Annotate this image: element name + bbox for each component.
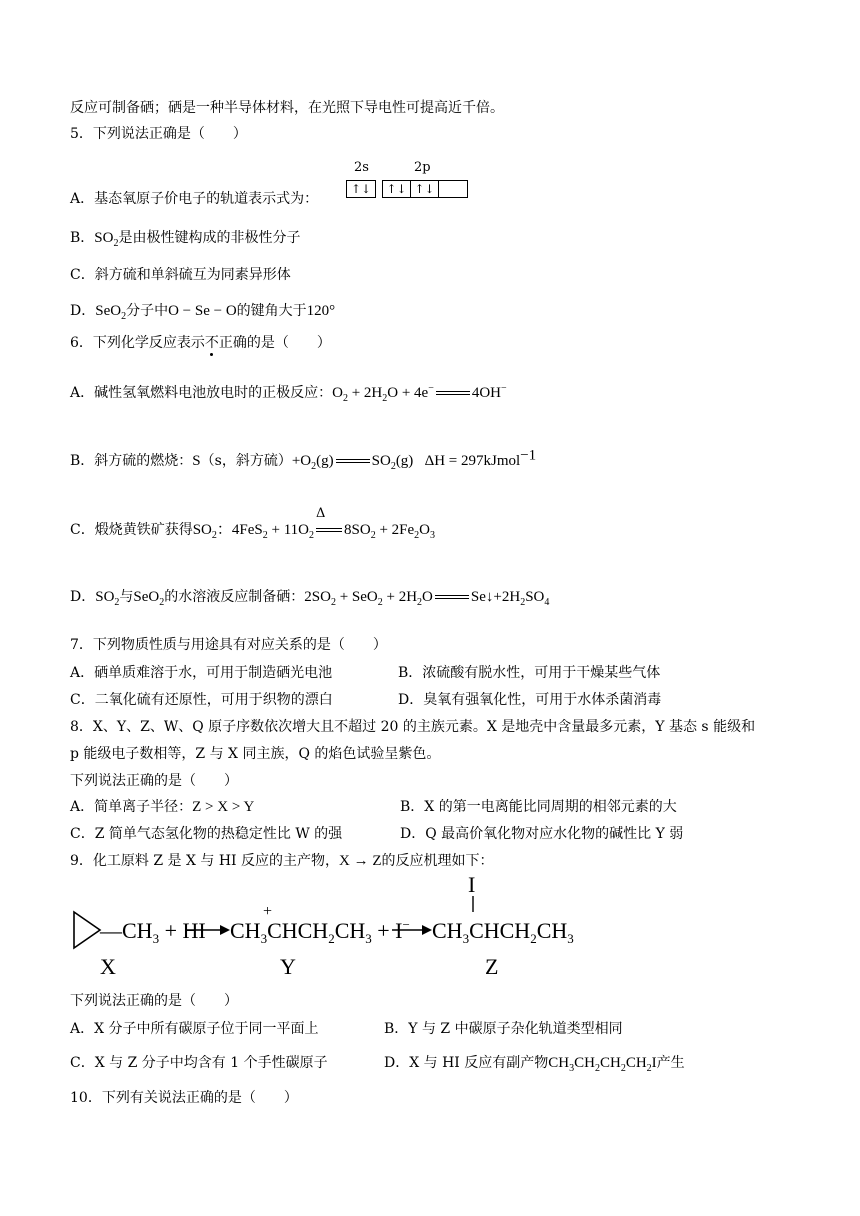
orbital-box-2p-3 — [438, 180, 468, 198]
q7-option-d: D．臭氧有强氧化性，可用于水体杀菌消毒 — [398, 692, 662, 708]
orbital-box-2p-1: ↑↓ — [382, 180, 411, 198]
q9-option-a: A．X 分子中所有碳原子位于同一平面上 — [70, 1021, 319, 1037]
q6-option-b: B．斜方硫的燃烧：S（s，斜方硫）$+O_2(g)$ $SO_2(g) \Delta H$ = 297kJmol$^{-1}$ — [70, 447, 537, 472]
q9-option-b: B．Y 与 Z 中碳原子杂化轨道类型相同 — [384, 1021, 623, 1037]
q6-option-c: C．煅烧黄铁矿获得$SO_2$：$4FeS_2 + 11O_2$ Δ $8SO_2 + 2Fe_2O_3$ — [70, 506, 435, 541]
reaction-mechanism-diagram — [70, 872, 574, 982]
q7-option-b: B．浓硫酸有脱水性，可用于干燥某些气体 — [398, 665, 661, 681]
q8-option-b: B．X 的第一电离能比同周期的相邻元素的大 — [400, 799, 677, 815]
carbocation-plus: + — [263, 903, 273, 920]
orbital-label-2s: 2s — [354, 160, 369, 175]
q8-stem-line2: p 能级电子数相等，Z 与 X 同主族，Q 的焰色试验呈紫色。 — [70, 746, 441, 762]
q5-option-b: B．$SO_2$是由极性键构成的非极性分子 — [70, 230, 301, 249]
intro-line: 反应可制备硒；硒是一种半导体材料，在光照下导电性可提高近千倍。 — [70, 100, 504, 116]
q7-option-a: A．硒单质难溶于水，可用于制造硒光电池 — [70, 665, 333, 681]
q7-stem: 7．下列物质性质与用途具有对应关系的是（ ） — [70, 637, 387, 653]
q8-stem-line1: 8．X、Y、Z、W、Q 原子序数依次增大且不超过 20 的主族元素。X 是地壳中含量最多元素，Y 基态 s 能级和 — [70, 719, 756, 735]
orbital-diagram — [346, 162, 476, 202]
q9-option-c: C．X 与 Z 分子中均含有 1 个手性碳原子 — [70, 1055, 328, 1071]
q9-stem-2: 下列说法正确的是（ ） — [70, 993, 238, 1009]
q5-option-d: D．SeO$_2$分子中O − Se − O的键角大于120° — [70, 303, 336, 322]
orbital-box-2p-2: ↑↓ — [410, 180, 439, 198]
orbital-label-2p: 2p — [414, 160, 431, 175]
z-formula: $CH_3CHCH_2CH_3$ — [432, 918, 574, 946]
q6-option-a: A．碱性氢氧燃料电池放电时的正极反应：$O_2 + 2H_2O + 4e^-$ 4OH− — [70, 383, 507, 404]
label-y: Y — [280, 954, 296, 979]
q5-option-a: A．基态氧原子价电子的轨道表示式为： — [70, 191, 319, 207]
label-z: Z — [485, 954, 499, 979]
label-x: X — [100, 954, 116, 979]
orbital-box-2s: ↑↓ — [346, 180, 376, 198]
q10-stem: 10．下列有关说法正确的是（ ） — [70, 1090, 298, 1106]
q5-option-c: C．斜方硫和单斜硫互为同素异形体 — [70, 267, 291, 283]
x-formula: $—CH_3$ + HI — [100, 918, 206, 946]
q8-option-a: A．简单离子半径：Z > X > Y — [70, 799, 255, 815]
q6-option-d: D．$SO_2$与SeO$_2$的水溶液反应制备硒：$2SO_2 + SeO_2 + 2H_2O$ $Se↓+2H_2SO_4$ — [70, 589, 550, 608]
q9-option-d: D．X 与 HI 反应有副产物$CH_3CH_2CH_2CH_2I$产生 — [384, 1055, 685, 1074]
q8-option-d: D．Q 最高价氧化物对应水化物的碱性比 Y 弱 — [400, 826, 684, 842]
q5-stem: 5．下列说法正确是（ ） — [70, 126, 247, 142]
iodine-substituent: I — [468, 872, 476, 897]
cyclopropane-ring — [74, 912, 100, 948]
q7-option-c: C．二氧化硫有还原性，可用于织物的漂白 — [70, 692, 333, 708]
q8-option-c: C．Z 简单气态氢化物的热稳定性比 W 的强 — [70, 826, 343, 842]
y-formula: $CH_3CHCH_2CH_3 + I^-$ — [230, 917, 410, 946]
q9-stem: 9．化工原料 Z 是 X 与 HI 反应的主产物，X → Z的反应机理如下： — [70, 853, 494, 869]
q8-stem-line3: 下列说法正确的是（ ） — [70, 773, 238, 789]
q6-stem: 6．下列化学反应表示不正确的是（ ） — [70, 335, 331, 351]
